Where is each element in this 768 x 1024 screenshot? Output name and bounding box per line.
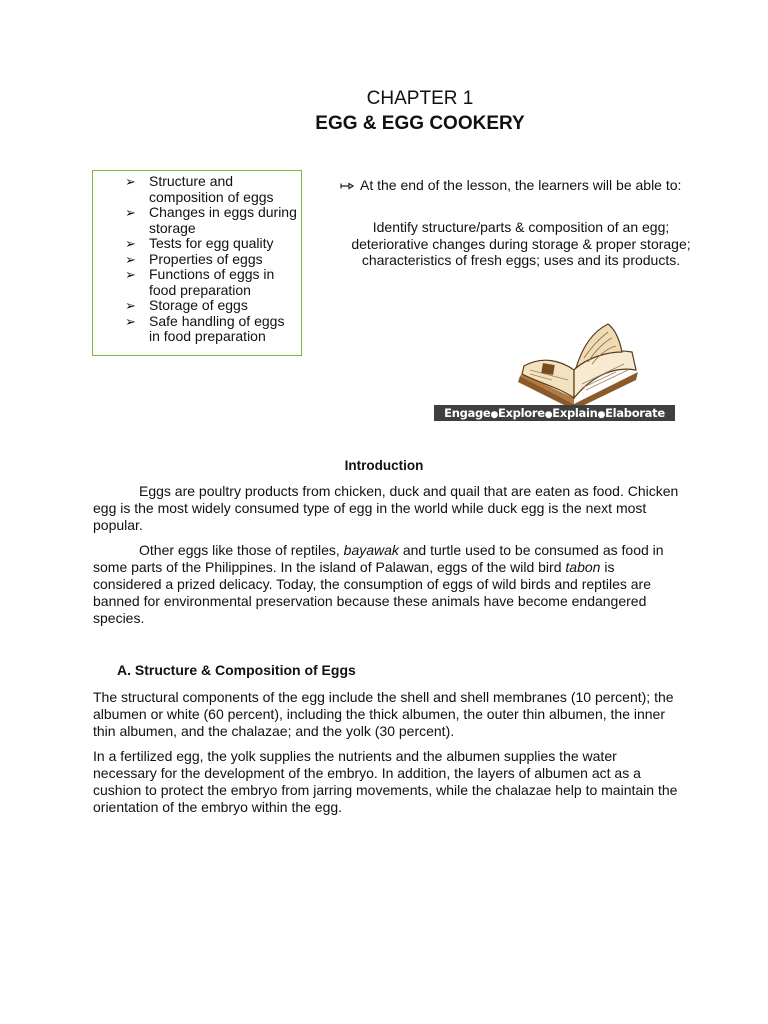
topics-box — [92, 170, 302, 356]
topic-item: ➢ Changes in eggs during storage — [123, 205, 299, 236]
section-a-heading: A. Structure & Composition of Eggs — [117, 662, 356, 678]
topic-item: ➢ Structure and composition of eggs — [123, 174, 299, 205]
objectives-text: Identify structure/parts & composition of an egg; deteriorative changes during storage & proper storage; characteristics of fresh eggs; uses and its products. — [351, 219, 691, 268]
topic-item: ➢ Properties of eggs — [123, 252, 299, 268]
banner-word: Engage — [444, 406, 491, 420]
topic-item: ➢ Safe handling of eggs in food preparation — [123, 314, 299, 345]
banner-word: Explore — [498, 406, 545, 420]
section-a-paragraph-2: In a fertilized egg, the yolk supplies the nutrients and the albumen supplies the water necessary for the development of the embryo. In addition, the layers of albumen act as a cushion to protect the embryo from jarring movements, while the chalazae help to maintain the orientation of the embryo within the egg. — [93, 748, 678, 815]
engage-explore-banner — [434, 405, 675, 421]
open-book-icon — [512, 318, 644, 410]
intro-paragraph-2: Other eggs like those of reptiles, bayawak and turtle used to be consumed as food in some parts of the Philippines. In the island of Palawan, eggs of the wild bird tabon is considered a prized delicacy. Today, the consumption of eggs of wild birds and reptiles are banned for environmental preservation because these animals have become endangered species. — [93, 542, 664, 626]
objectives-intro — [340, 177, 740, 194]
banner-dot: ● — [544, 410, 553, 420]
topic-item: ➢ Functions of eggs in food preparation — [123, 267, 299, 298]
chapter-title: EGG & EGG COOKERY — [315, 113, 525, 134]
hand-pointer-icon — [340, 178, 360, 194]
banner-dot: ● — [597, 410, 606, 420]
chapter-label: CHAPTER 1 — [366, 88, 474, 109]
topics-list — [93, 171, 301, 345]
intro-paragraph-1: Eggs are poultry products from chicken, duck and quail that are eaten as food. Chicken egg is the most widely consumed type of egg in the world while duck egg is the next most popular. — [93, 483, 679, 533]
topic-item: ➢ Tests for egg quality — [123, 236, 299, 252]
banner-word: Elaborate — [605, 406, 665, 420]
topic-item: ➢ Storage of eggs — [123, 298, 299, 314]
objectives-intro-text: At the end of the lesson, the learners will be able to: — [360, 177, 682, 193]
banner-word: Explain — [552, 406, 598, 420]
banner-dot: ● — [490, 410, 498, 420]
section-a-paragraph-1: The structural components of the egg include the shell and shell membranes (10 percent); the albumen or white (60 percent), including the thick albumen, the outer thin albumen, the inner thin albumen, and the chalazae; and the yolk (30 percent). — [93, 689, 674, 739]
introduction-heading: Introduction — [344, 458, 424, 473]
